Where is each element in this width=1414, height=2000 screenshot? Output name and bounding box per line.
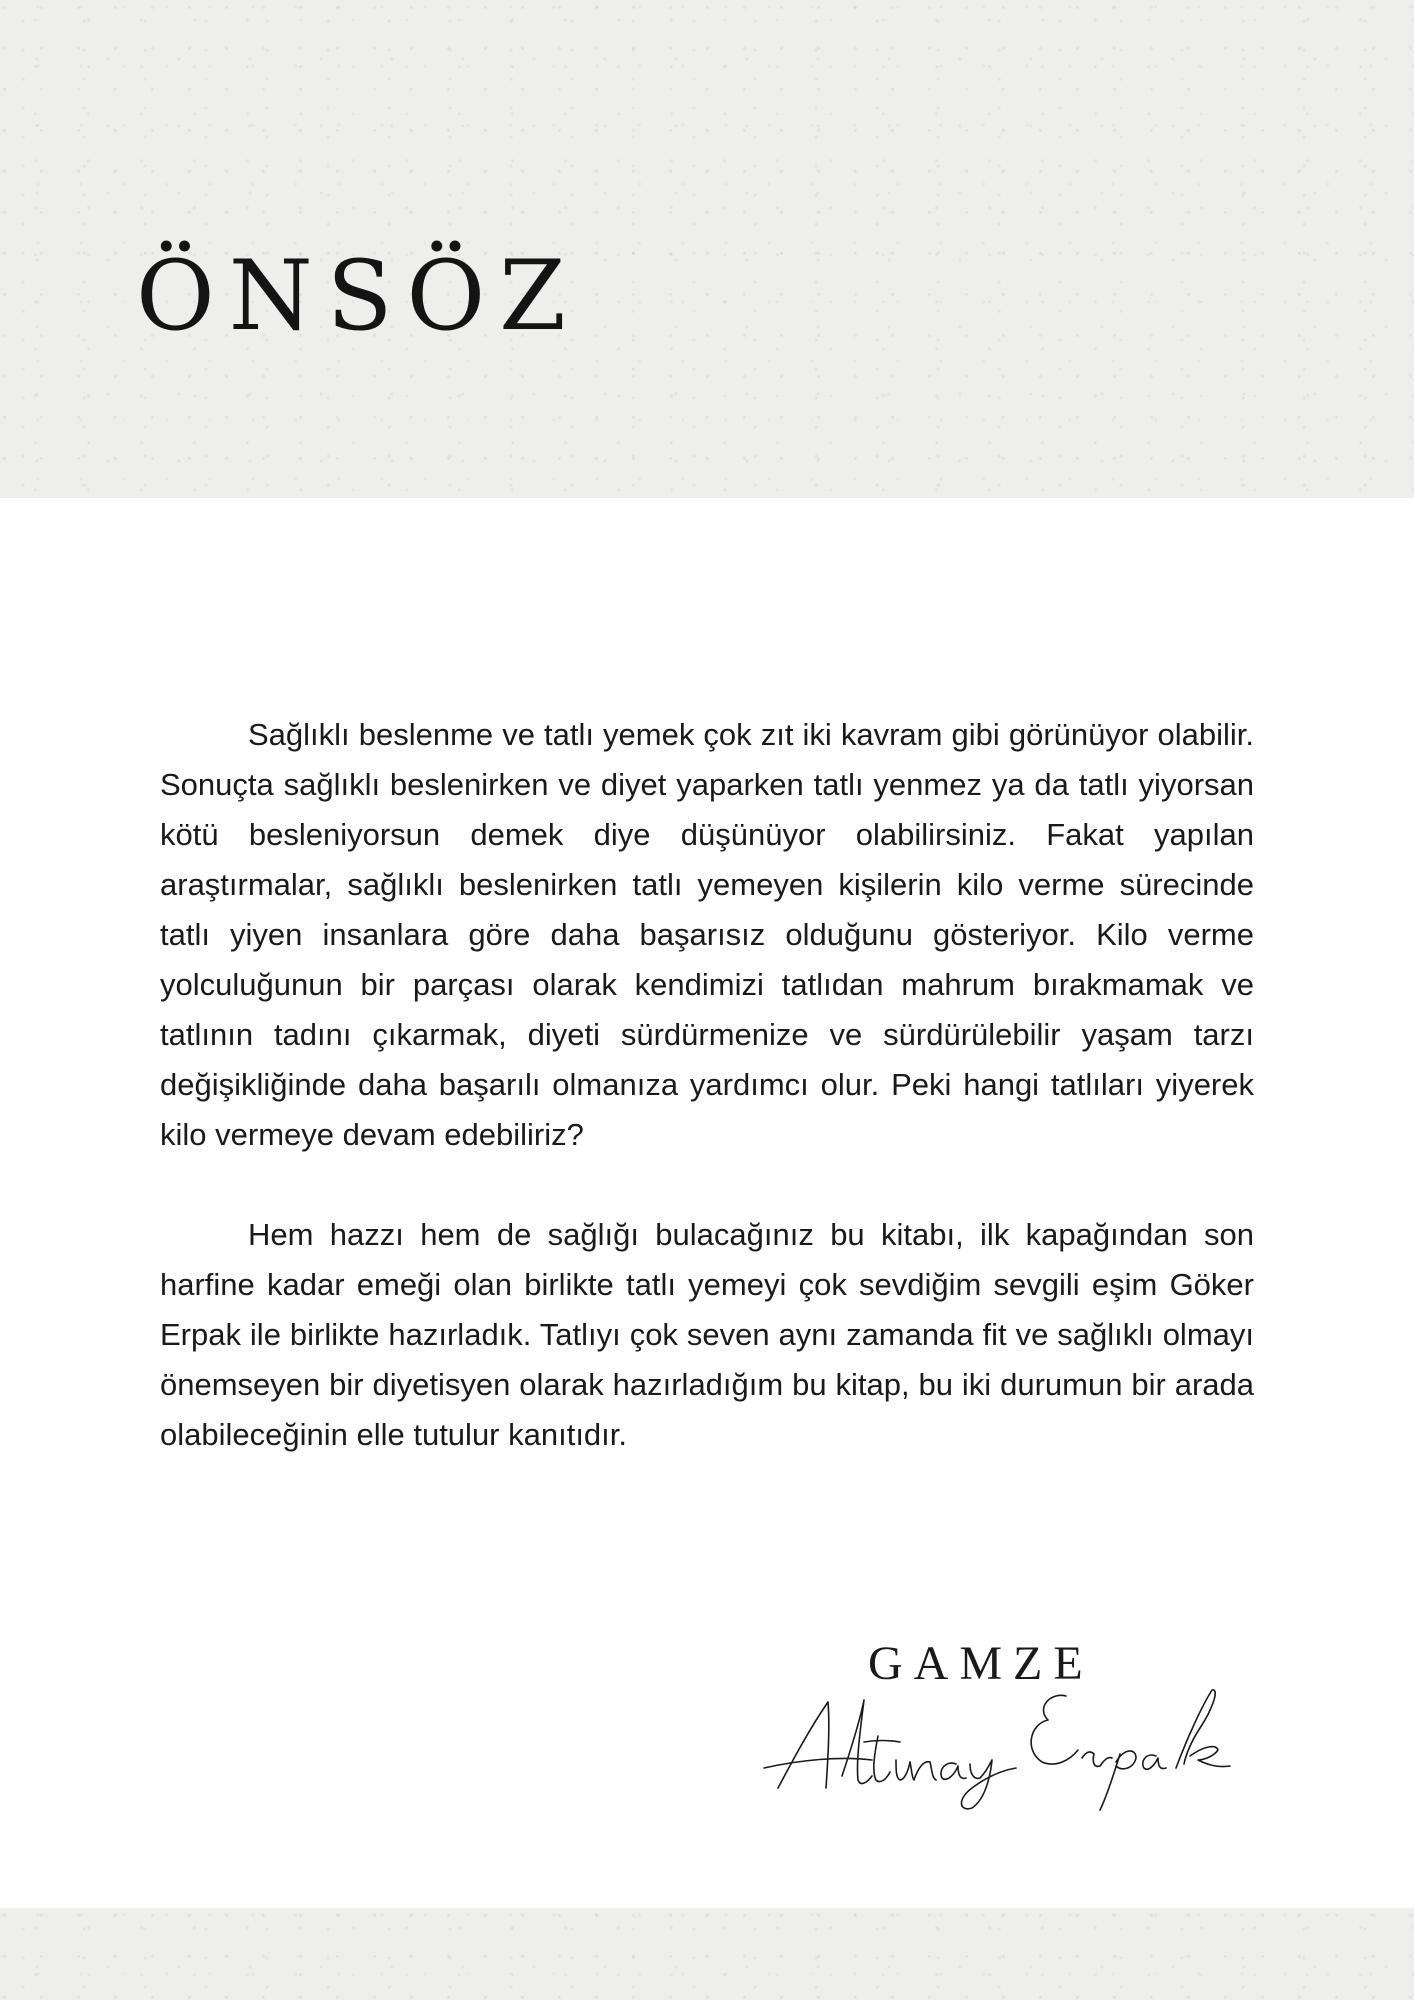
preface-paragraph-1: Sağlıklı beslenme ve tatlı yemek çok zıt iki kavram gibi görünüyor olabilir. Sonuçta sağlıklı beslenirken ve diyet yaparken tatlı yenmez ya da tatlı yiyorsan kötü besleniyorsun demek diye düşünüyor olabilirsiniz. Fakat yapılan araştırmalar, sağlıklı beslenirken tatlı yemeyen kişilerin kilo verme sürecinde tatlı yiyen insanlara göre daha başarısız olduğunu gösteriyor. Kilo verme yolculuğunun bir parçası olarak kendimizi tatlıdan mahrum bırakmamak ve tatlının tadını çıkarmak, diyeti sürdürmenize ve sürdürülebilir yaşam tarzı değişikliğinde daha başarılı olmanıza yardımcı olur. Peki hangi tatlıları yiyerek kilo vermeye devam edebiliriz? [160, 717, 1254, 1152]
handwritten-signature [760, 1676, 1240, 1816]
preface-body [160, 710, 1254, 1510]
page-title: ÖNSÖZ [136, 240, 580, 352]
footer-paper-texture [0, 1908, 1414, 2000]
signature-name: GAMZE [868, 1637, 1094, 1690]
signature-block [760, 1636, 1280, 1826]
preface-paragraph-2: Hem hazzı hem de sağlığı bulacağınız bu kitabı, ilk kapağından son harfine kadar emeği olan birlikte tatlı yemeyi çok sevdiğim sevgili eşim Göker Erpak ile birlikte hazırladık. Tatlıyı çok seven aynı zamanda fit ve sağlıklı olmayı önemseyen bir diyetisyen olarak hazırladığım bu kitap, bu iki durumun bir arada olabileceğinin elle tutulur kanıtıdır. [160, 1217, 1254, 1452]
